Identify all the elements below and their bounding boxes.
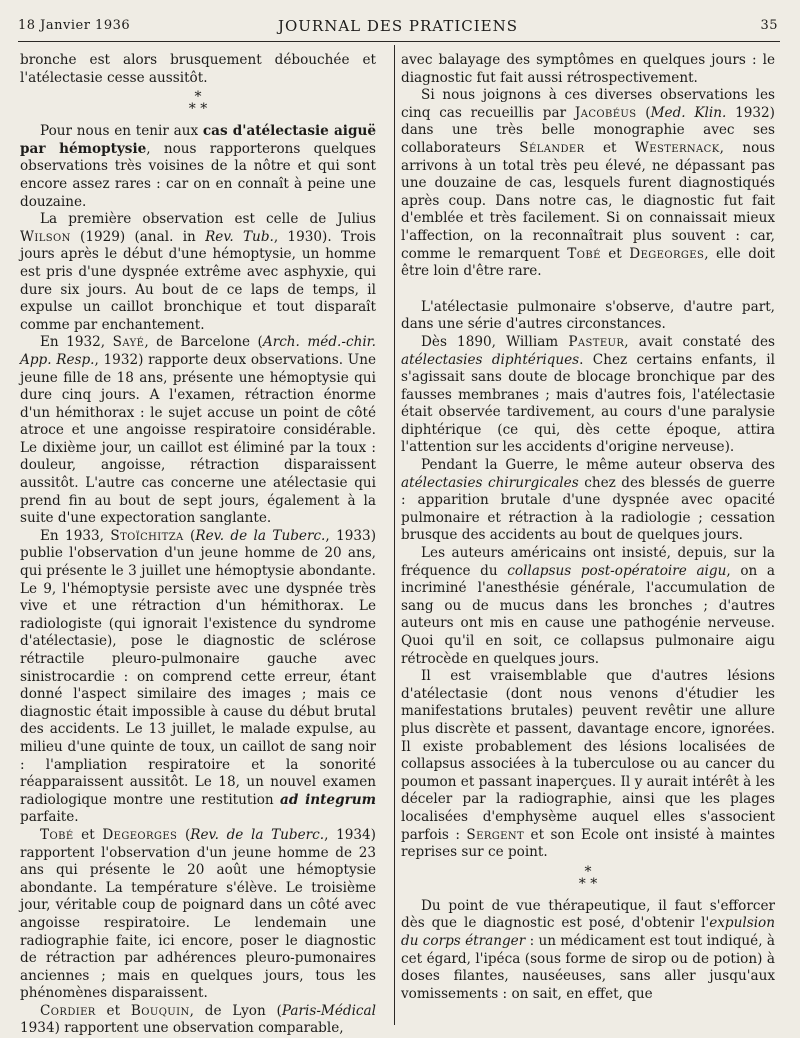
left-column: [20, 52, 376, 1038]
header-rule: [18, 41, 780, 42]
paragraph: Si nous joignons à ces diverses observations les cinq cas recueillis par Jacobéus (Med. Klin. 1932) dans une très belle monographie avec ses collaborateurs Sélander et Westernack, nous arrivons à un total très peu élevé, ne dépassant pas une douzaine de cas, lesquels furent diagnostiqués après coup. Dans notre cas, le diagnostic fut fait d'emblée et très facilement. Si on connaissait mieux l'affection, on la reconnaîtrait plus souvent : car, comme le remarquent Tobé et Degeorges, elle doit être loin d'être rare.: [401, 87, 776, 280]
header-date: 18 Janvier 1936: [18, 18, 131, 33]
paragraph: Cordier et Bouquin, de Lyon (Paris-Médical 1934) rapportent une observation comparable,: [20, 1002, 376, 1037]
paragraph: Les auteurs américains ont insisté, depuis, sur la fréquence du collapsus post-opératoire aigu, on a incriminé l'anesthésie générale, l'accumulation de sang ou de mucus dans les bronches ; d'autres auteurs ont mis en cause une pathogénie nerveuse. Quoi qu'il en soit, ce collapsus pulmonaire aigu rétrocède en quelques jours.: [401, 545, 775, 667]
paragraph: Du point de vue thérapeutique, il faut s'efforcer dès que le diagnostic est posé, d'obtenir l'expulsion du corps étranger : un médicament est tout indiqué, à cet égard, l'ipéca (sous forme de sirop ou de potion) à doses filantes, nauséeuses, sans aller jusqu'aux vomissements : on sait, en effet, que: [401, 897, 775, 1002]
paragraph: Pendant la Guerre, le même auteur observa des atélectasies chirurgicales chez des blessés de guerre : apparition brutale d'une dyspnée avec opacité pulmonaire et rétraction à la radiologie ; cessation brusque des accidents au bout de quelques jours.: [401, 457, 775, 544]
paragraph: L'atélectasie pulmonaire s'observe, d'autre part, dans une série d'autres circonstances.: [401, 298, 775, 333]
paragraph: En 1932, Sayé, de Barcelone (Arch. méd.-chir. App. Resp., 1932) rapporte deux observations. Une jeune fille de 18 ans, présente une hémoptysie qui dure cinq jours. A l'examen, rétraction énorme d'un hémithorax : le sujet accuse un point de côté atroce et une angoisse respiratoire considérable. Le dixième jour, un caillot est éliminé par la toux : douleur, angoisse, rétraction disparaissent aussitôt. L'autre cas concerne une atélectasie qui prend fin au bout de sept jours, également à la suite d'une expectoration sanglante.: [20, 334, 377, 527]
right-column: [401, 52, 775, 1003]
paragraph: bronche est alors brusquement débouchée et l'atélectasie cesse aussitôt.: [20, 52, 376, 86]
paragraph: avec balayage des symptômes en quelques jours : le diagnostic fut fait aussi rétrospectivement.: [401, 52, 775, 86]
paragraph: En 1933, Stoïchitza (Rev. de la Tuberc., 1933) publie l'observation d'un jeune homme de 20 ans, qui présente le 3 juillet une hémoptysie abondante. Le 9, l'hémoptysie persiste avec une dyspnée très vive et une rétraction d'un hémithorax. Le radiologiste (qui ignorait l'existence du syndrome d'atélectasie), pose le diagnostic de sclérose rétractile pleuro-pulmonaire gauche avec sinistrocardie : on comprend cette erreur, étant donné l'aspect similaire des images ; mais ce diagnostic était impossible à cause du début brutal des accidents. Le 13 juillet, le malade expulse, au milieu d'une quinte de toux, un caillot de sang noir : l'ampliation respiratoire et la sonorité réapparaissent aussitôt. Le 18, un nouvel examen radiologique montre une restitution ad integrum parfaite.: [20, 527, 376, 826]
section-separator: * * *: [188, 89, 208, 118]
journal-title: JOURNAL DES PRATICIENS: [277, 17, 519, 35]
column-divider: [394, 45, 395, 1025]
page-number: 35: [760, 18, 778, 33]
paragraph: Il est vraisemblable que d'autres lésions d'atélectasie (dont nous venons d'étudier les manifestations brutales) peuvent revêtir une allure plus discrète et passent, davantage encore, ignorées. Il existe probablement des lésions localisées de collapsus associées à la tuberculose ou au cancer du poumon et passant inaperçues. Il y aurait intérêt à les déceler par la radiographie, ainsi que les plages localisées d'emphysème auquel elles s'associent parfois : Sergent et son Ecole ont insisté à maintes reprises sur ce point.: [401, 668, 775, 861]
paragraph: La première observation est celle de Julius Wilson (1929) (anal. in Rev. Tub., 1930). Trois jours après le début d'une hémoptysie, un homme est pris d'une dyspnée extrême avec asphyxie, qui dure six jours. Au bout de ce laps de temps, il expulse un caillot bronchique et tout disparaît comme par enchantement.: [20, 211, 376, 333]
paragraph: Dès 1890, William Pasteur, avait constaté des atélectasies diphtériques. Chez certains enfants, il s'agissait sans doute de blocage bronchique par des fausses membranes ; mais d'autres fois, l'atélectasie était observée tardivement, au cours d'une paralysie diphtérique (ce qui, dès cette époque, attira l'attention sur les accidents d'origine nerveuse).: [401, 333, 775, 456]
paragraph: Tobé et Degeorges (Rev. de la Tuberc., 1934) rapportent l'observation d'un jeune homme de 23 ans qui présente le 20 août une hémoptysie abondante. La température s'élève. Le troisième jour, véritable coup de poignard dans un côté avec angoisse respiratoire. Le lendemain une radiographie faite, ici encore, poser le diagnostic de rétraction par adhérences pleuro-pumonaires anciennes ; mais en quelques jours, tous les phénomènes disparaissent.: [20, 826, 376, 1002]
running-header: [18, 14, 778, 36]
section-separator: * * *: [578, 863, 598, 892]
paragraph: Pour nous en tenir aux cas d'atélectasie aiguë par hémoptysie, nous rapporterons quelques observations très voisines de la nôtre et qui sont encore assez rares : car on en connaît à peine une douzaine.: [20, 123, 376, 210]
